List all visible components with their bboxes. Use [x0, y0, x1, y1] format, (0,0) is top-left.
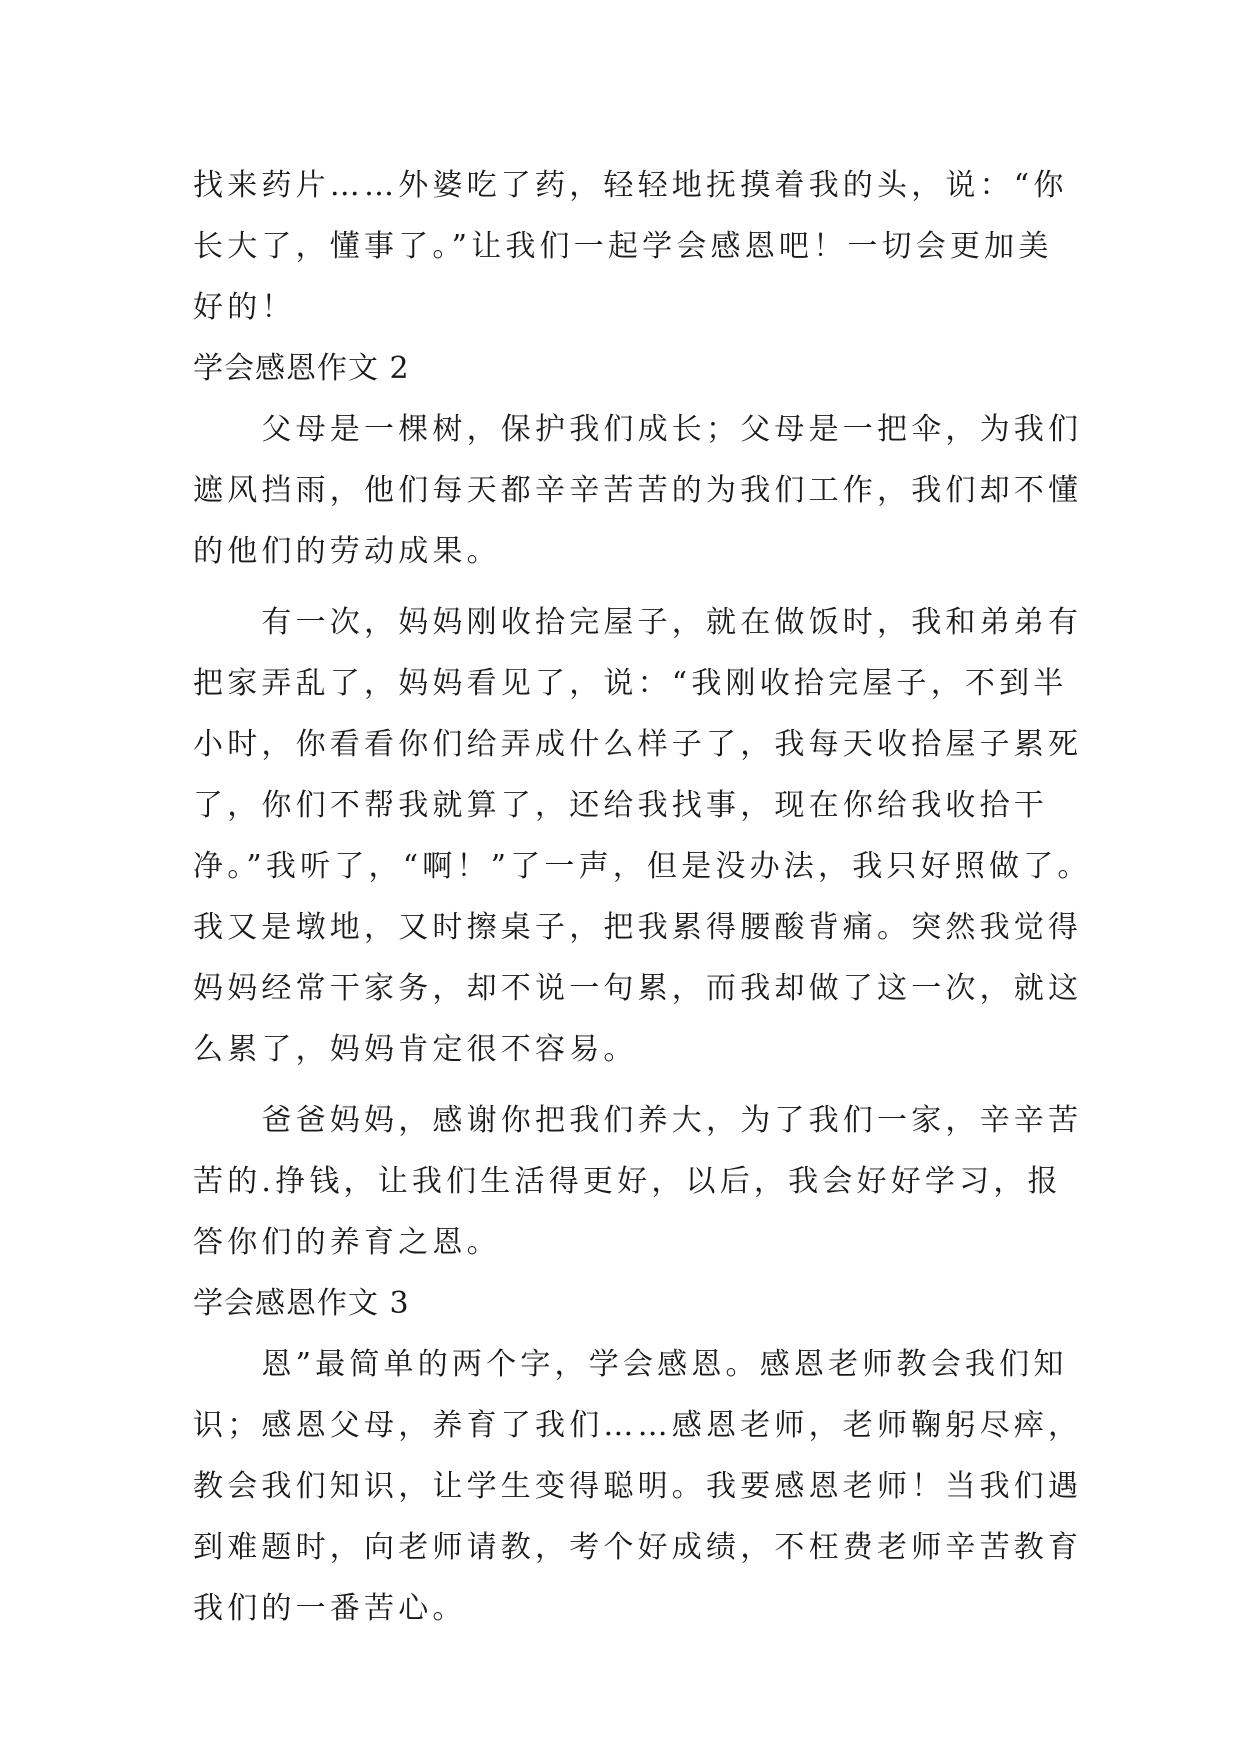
text-line: 遮风挡雨，他们每天都辛辛苦苦的为我们工作，我们却不懂	[193, 473, 1083, 508]
text-line: 我又是墩地，又时擦桌子，把我累得腰酸背痛。突然我觉得	[193, 910, 1083, 945]
text-line: 我们的一番苦心。	[193, 1591, 467, 1626]
continuation-paragraph	[193, 155, 1068, 338]
text-line: 把家弄乱了，妈妈看见了，说：“我刚收拾完屋子，不到半	[193, 666, 1068, 701]
essay-3-paragraph-1	[193, 1334, 1083, 1639]
text-line: 苦的.挣钱，让我们生活得更好，以后，我会好好学习，报	[193, 1164, 1062, 1199]
text-line: 父母是一棵树，保护我们成长；父母是一把伞，为我们	[193, 412, 1083, 447]
essay-2-paragraph-3	[193, 1090, 1083, 1273]
essay-2-paragraph-2	[193, 592, 1092, 1080]
text-line: 么累了，妈妈肯定很不容易。	[193, 1032, 638, 1067]
essay-2-title: 学会感恩作文 2	[193, 351, 410, 386]
text-line: 爸爸妈妈，感谢你把我们养大，为了我们一家，辛辛苦	[193, 1103, 1083, 1138]
text-line: 小时，你看看你们给弄成什么样子了，我每天收拾屋子累死	[193, 727, 1083, 762]
paragraph-gap	[193, 582, 1053, 592]
text-line: 好的！	[193, 290, 296, 325]
paragraph-gap	[193, 1080, 1053, 1090]
essay-3-title: 学会感恩作文 3	[193, 1286, 410, 1321]
text-line: 的他们的劳动成果。	[193, 534, 501, 569]
text-line: 找来药片……外婆吃了药，轻轻地抚摸着我的头，说：“你	[193, 168, 1068, 203]
document-body	[193, 155, 1092, 1639]
text-line: 教会我们知识，让学生变得聪明。我要感恩老师！当我们遇	[193, 1469, 1083, 1504]
text-line: 长大了，懂事了。”让我们一起学会感恩吧！一切会更加美	[193, 229, 1053, 264]
essay-2-paragraph-1	[193, 399, 1083, 582]
text-line: 恩”最简单的两个字，学会感恩。感恩老师教会我们知	[193, 1347, 1068, 1382]
text-line: 识；感恩父母，养育了我们……感恩老师，老师鞠躬尽瘁，	[193, 1408, 1083, 1443]
text-line: 有一次，妈妈刚收拾完屋子，就在做饭时，我和弟弟有	[193, 605, 1083, 640]
text-line: 妈妈经常干家务，却不说一句累，而我却做了这一次，就这	[193, 971, 1083, 1006]
text-line: 了，你们不帮我就算了，还给我找事，现在你给我收拾干	[193, 788, 1048, 823]
text-line: 净。”我听了，“啊！”了一声，但是没办法，我只好照做了。	[193, 849, 1092, 884]
text-line: 答你们的养育之恩。	[193, 1225, 501, 1260]
text-line: 到难题时，向老师请教，考个好成绩，不枉费老师辛苦教育	[193, 1530, 1083, 1565]
